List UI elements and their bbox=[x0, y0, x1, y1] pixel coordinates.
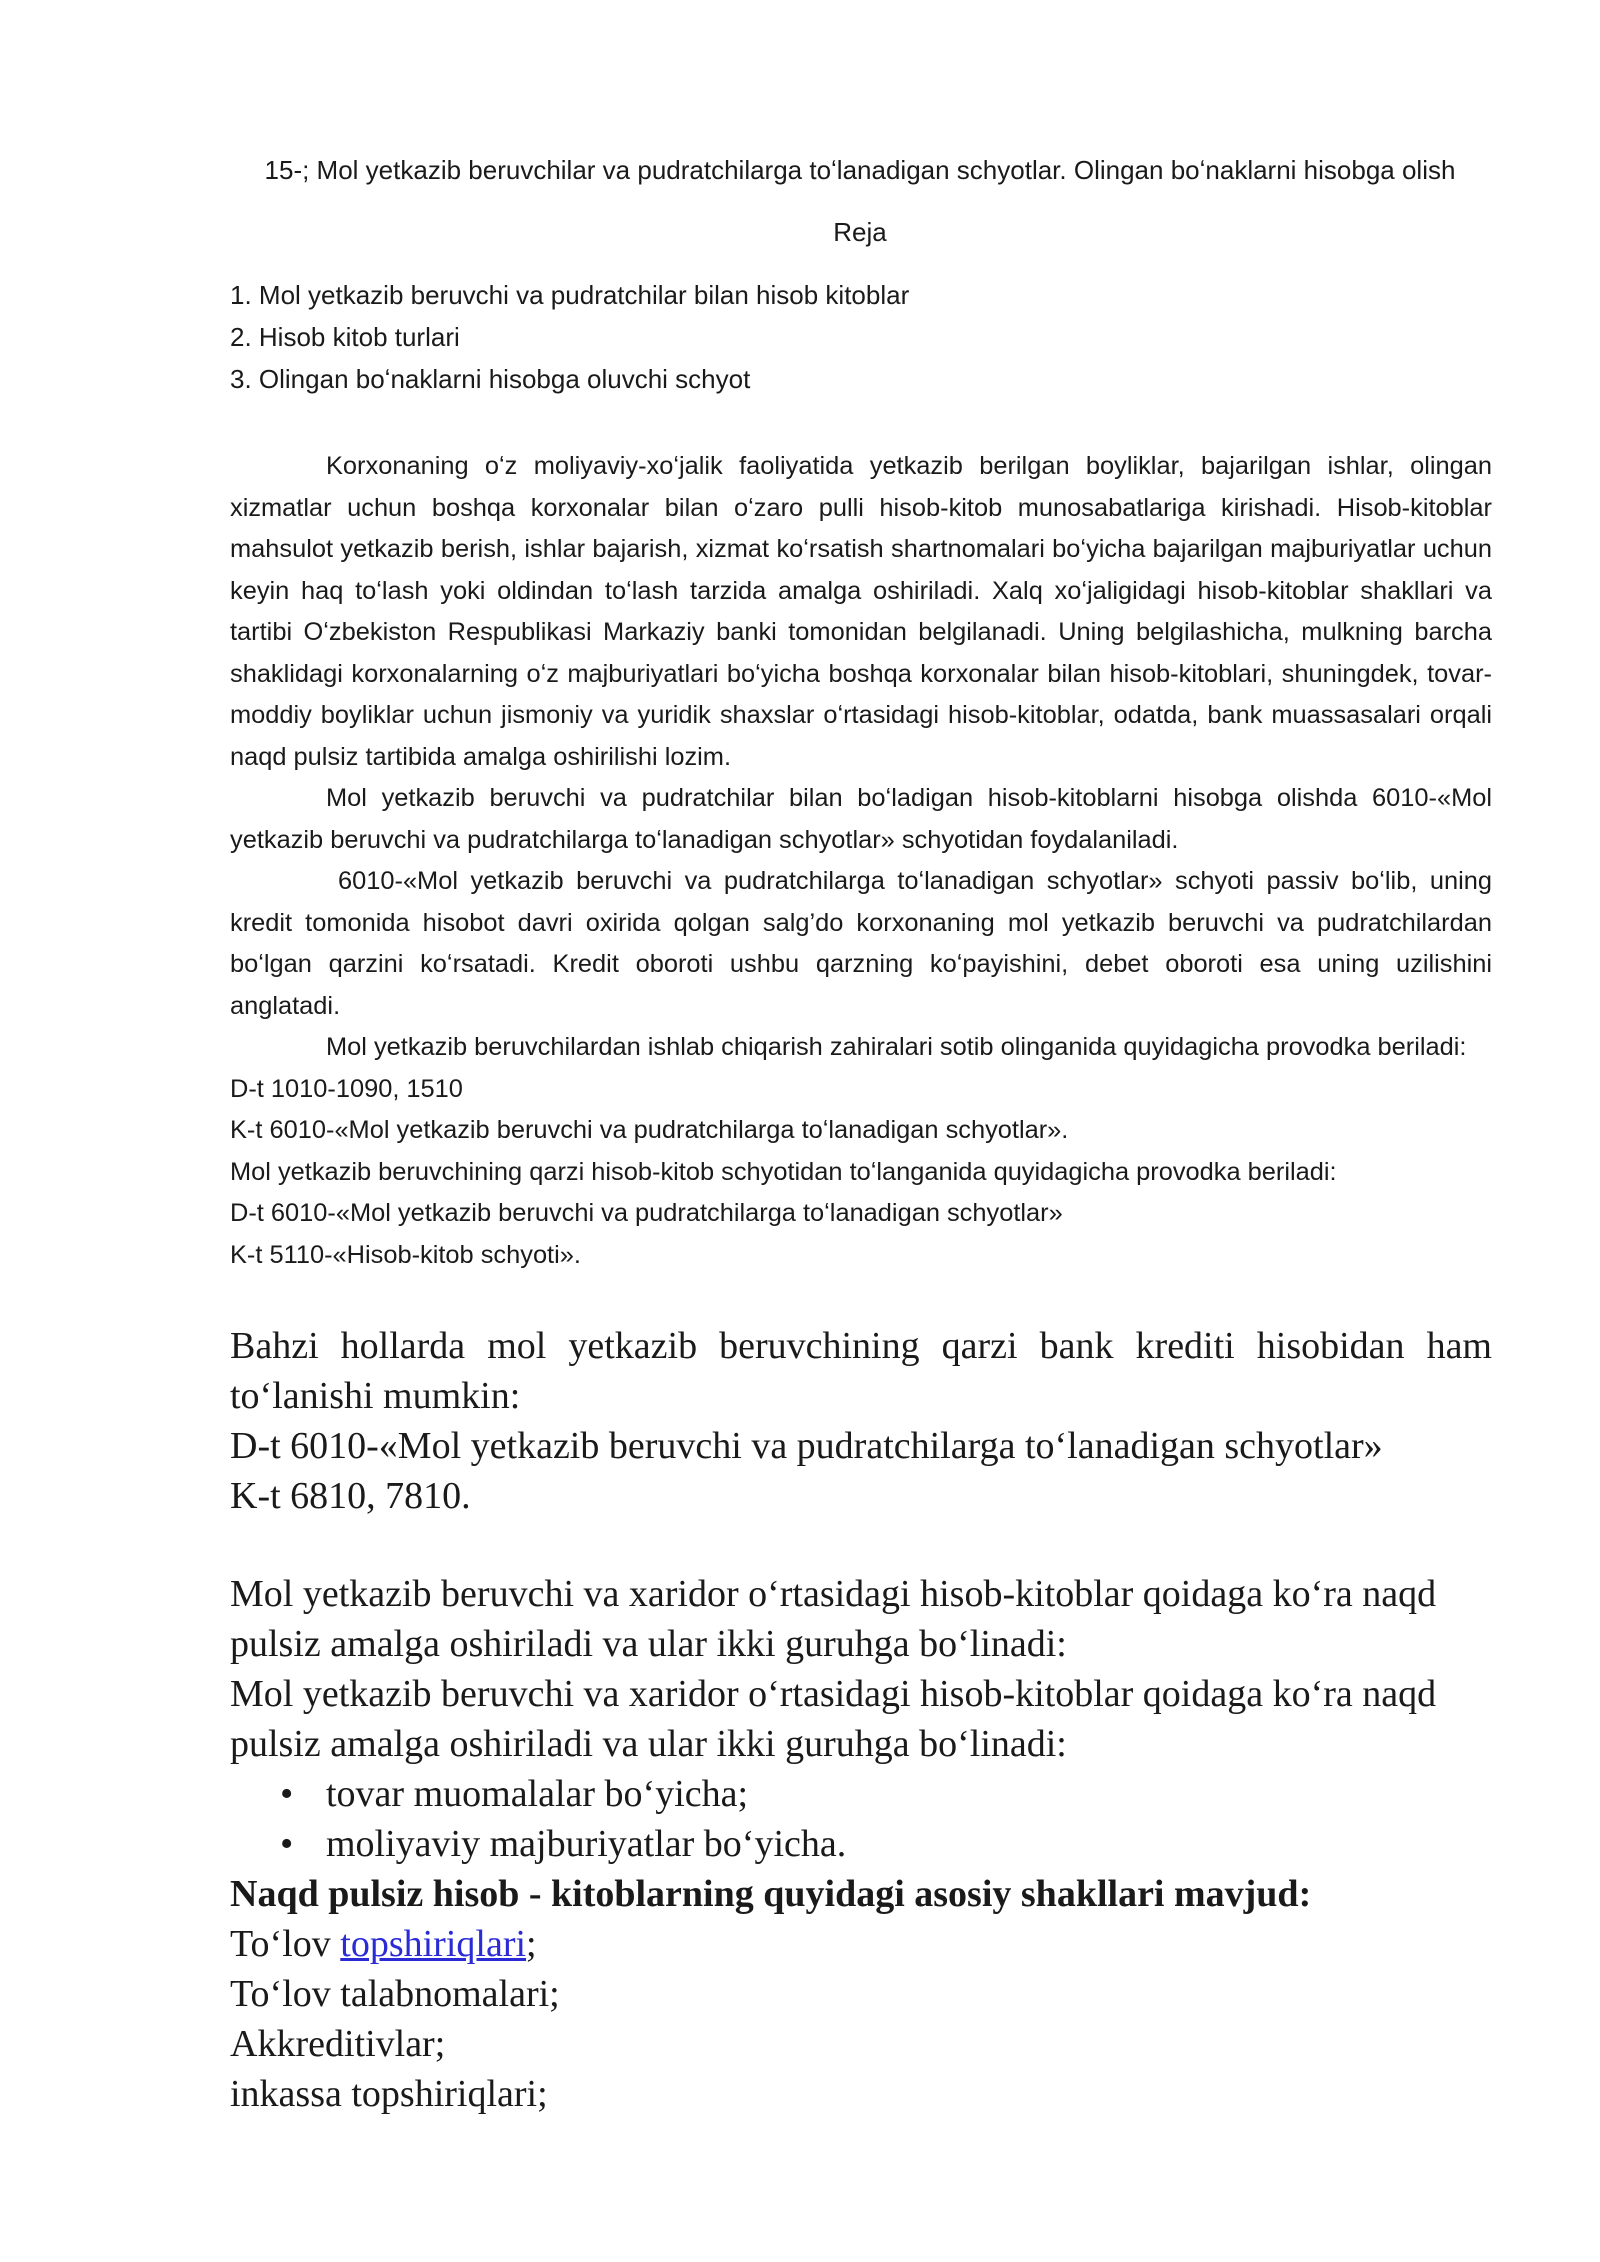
page-title: 15-; Mol yetkazib beruvchilar va pudratchilarga toʻlanadigan schyotlar. Olingan boʻnaklarni hisobga olish bbox=[264, 155, 1456, 185]
body-paragraph: 6010-«Mol yetkazib beruvchi va pudratchilarga toʻlanadigan schyotlar» schyoti passiv boʻlib, uning kredit tomonida hisobot davri oxirida qolgan salg’do korxonaning mol yetkazib beruvchi va pudratchilardan boʻlgan qarzini koʻrsatadi. Kredit oboroti ushbu qarzning koʻpayishini, debet oboroti esa uning uzilishini anglatadi. bbox=[230, 867, 1492, 1020]
plan-item: 3. Olingan boʻnaklarni hisobga oluvchi schyot bbox=[230, 364, 751, 394]
bullet-item: • tovar muomalalar boʻyicha; bbox=[230, 1769, 1492, 1819]
large-paragraph: Bahzi hollarda mol yetkazib beruvchining qarzi bank krediti hisobidan ham toʻlanishi mumkin: bbox=[230, 1325, 1492, 1417]
entry-line: D-t 1010-1090, 1510 bbox=[230, 1074, 463, 1103]
body-paragraph: Korxonaning oʻz moliyaviy-xoʻjalik faoliyatida yetkazib berilgan boyliklar, bajarilgan ishlar, olingan xizmatlar uchun boshqa korxonalar bilan oʻzaro pulli hisob-kitob munosabatlariga kirishadi. Hisob-kitoblar mahsulot yetkazib berish, ishlar bajarish, xizmat koʻrsatish shartnomalari boʻyicha bajarilgan majburiyatlar uchun keyin haq toʻlash yoki oldindan toʻlash tarzida amalga oshiriladi. Xalq xoʻjaligidagi hisob-kitoblar shakllari va tartibi Oʻzbekiston Respublikasi Markaziy banki tomonidan belgilanadi. Uning belgilashicha, mulkning barcha shaklidagi korxonalarning oʻz majburiyatlari boʻyicha boshqa korxonalar bilan hisob-kitoblari, shuningdek, tovar-moddiy boyliklar uchun jismoniy va yuridik shaxslar oʻrtasidagi hisob-kitoblar, odatda, bank muassasalari orqali naqd pulsiz tartibida amalga oshirilishi lozim. bbox=[230, 452, 1492, 771]
form-item bbox=[230, 1919, 1492, 1969]
body-paragraph: Mol yetkazib beruvchi va pudratchilar bilan boʻladigan hisob-kitoblarni hisobga olishda 6010-«Mol yetkazib beruvchi va pudratchilarga toʻlanadigan schyotlar» schyotidan foydalaniladi. bbox=[230, 784, 1492, 854]
bullet-list bbox=[230, 1769, 1492, 1869]
entry-line-large: K-t 6810, 7810. bbox=[230, 1475, 471, 1517]
body-paragraph: Mol yetkazib beruvchilardan ishlab chiqarish zahiralari sotib olinganida quyidagicha provodka beriladi: bbox=[326, 1033, 1467, 1061]
entry-line: K-t 6010-«Mol yetkazib beruvchi va pudratchilarga toʻlanadigan schyotlar». bbox=[230, 1116, 1069, 1144]
topshiriqlari-link[interactable]: topshiriqlari bbox=[340, 1923, 527, 1965]
form-item-prefix: Toʻlov bbox=[230, 1923, 341, 1965]
entry-line: Mol yetkazib beruvchining qarzi hisob-kitob schyotidan toʻlanganida quyidagicha provodka beriladi: bbox=[230, 1157, 1337, 1186]
plan-list bbox=[230, 274, 1490, 400]
entry-line: D-t 6010-«Mol yetkazib beruvchi va pudratchilarga toʻlanadigan schyotlar» bbox=[230, 1199, 1063, 1227]
entry-line: K-t 5110-«Hisob-kitob schyoti». bbox=[230, 1240, 581, 1269]
body-section bbox=[230, 446, 1492, 1276]
large-paragraph: Mol yetkazib beruvchi va xaridor oʻrtasidagi hisob-kitoblar qoidaga koʻra naqd pulsiz amalga oshiriladi va ular ikki guruhga boʻlinadi: bbox=[230, 1673, 1437, 1765]
plan-item: 1. Mol yetkazib beruvchi va pudratchilar bilan hisob kitoblar bbox=[230, 280, 910, 310]
form-item-suffix: ; bbox=[526, 1923, 537, 1965]
large-section-bottom bbox=[230, 1569, 1492, 2119]
large-paragraph: Mol yetkazib beruvchi va xaridor oʻrtasidagi hisob-kitoblar qoidaga koʻra naqd pulsiz amalga oshiriladi va ular ikki guruhga boʻlinadi: bbox=[230, 1573, 1437, 1665]
form-item: Akkreditivlar; bbox=[230, 2023, 446, 2065]
form-item: Toʻlov talabnomalari; bbox=[230, 1973, 560, 2015]
plan-heading: Reja bbox=[833, 217, 887, 247]
entry-line-large: D-t 6010-«Mol yetkazib beruvchi va pudratchilarga toʻlanadigan schyotlar» bbox=[230, 1425, 1383, 1467]
large-section-top bbox=[230, 1321, 1492, 1521]
form-item: inkassa topshiriqlari; bbox=[230, 2073, 548, 2115]
bullet-item: • moliyaviy majburiyatlar boʻyicha. bbox=[230, 1819, 1492, 1869]
section-heading: Naqd pulsiz hisob - kitoblarning quyidagi asosiy shakllari mavjud: bbox=[230, 1873, 1312, 1915]
plan-item: 2. Hisob kitob turlari bbox=[230, 322, 460, 352]
